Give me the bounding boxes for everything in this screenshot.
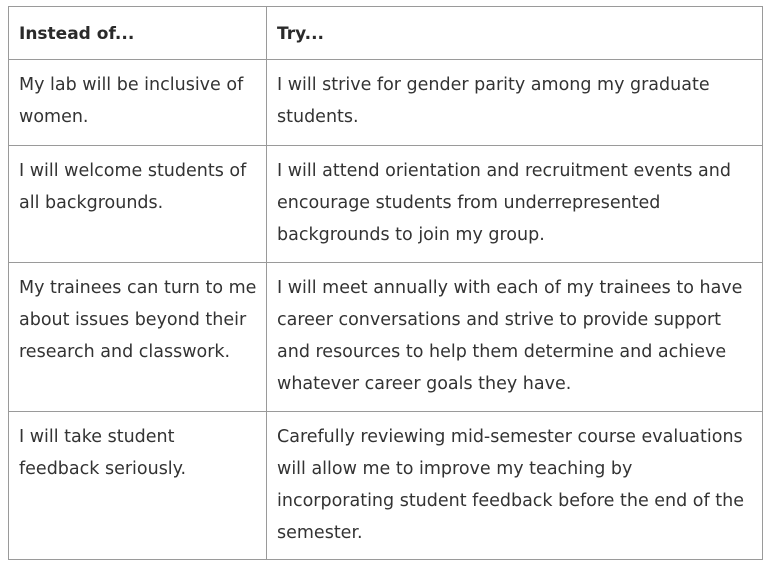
try-cell: I will meet annually with each of my trainees to have career conversations and strive to provide support and resources to help them determine and achieve whatever career goals they have. — [267, 263, 763, 412]
table-header-row — [9, 7, 763, 60]
instead-cell: I will welcome students of all backgrounds. — [9, 146, 267, 263]
table-row — [9, 263, 763, 412]
instead-cell: My trainees can turn to me about issues beyond their research and classwork. — [9, 263, 267, 412]
header-try: Try... — [267, 7, 763, 60]
try-cell: Carefully reviewing mid-semester course evaluations will allow me to improve my teaching by incorporating student feedback before the end of the semester. — [267, 412, 763, 560]
try-cell: I will strive for gender parity among my graduate students. — [267, 60, 763, 146]
instead-cell: My lab will be inclusive of women. — [9, 60, 267, 146]
table-row — [9, 412, 763, 560]
comparison-table — [8, 6, 763, 560]
table-row — [9, 146, 763, 263]
instead-cell: I will take student feedback seriously. — [9, 412, 267, 560]
try-cell: I will attend orientation and recruitment events and encourage students from underrepresented backgrounds to join my group. — [267, 146, 763, 263]
table-row — [9, 60, 763, 146]
header-instead-of: Instead of... — [9, 7, 267, 60]
